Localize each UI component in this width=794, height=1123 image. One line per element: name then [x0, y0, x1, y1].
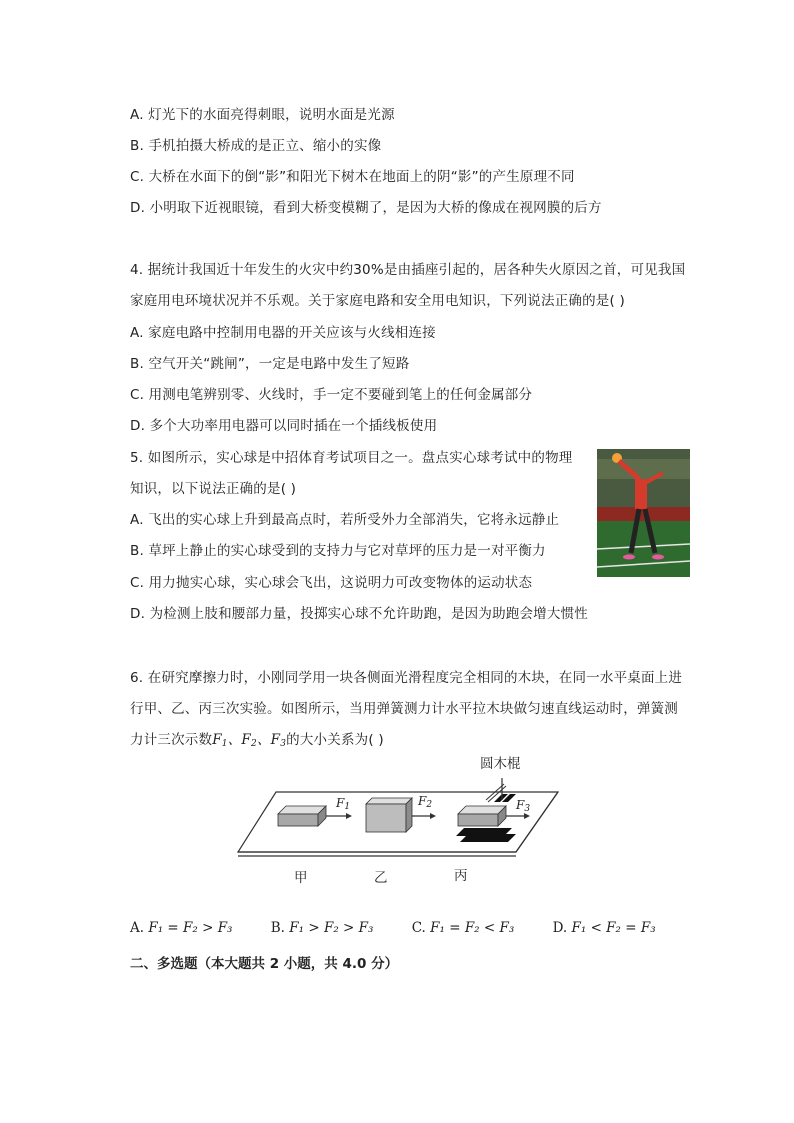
- force-label-1: $F_1$: [336, 796, 351, 812]
- q4-stem-line2: 家庭用电环境状况并不乐观。关于家庭电路和安全用电知识，下列说法正确的是( ): [130, 293, 625, 309]
- q6-stem-line3: 力计三次示数$F_1$、$F_2$、$F_3$的大小关系为( ): [130, 732, 384, 749]
- label-yi: 乙: [374, 870, 388, 886]
- q5-stem-line1: 5. 如图所示，实心球是中招体育考试项目之一。盘点实心球考试中的物理: [130, 450, 573, 466]
- force-label-2: $F_2$: [418, 794, 433, 810]
- q3-option-a: A. 灯光下的水面亮得刺眼，说明水面是光源: [130, 107, 395, 123]
- q6-option-b: B. F₁ > F₂ > F₃: [270, 920, 374, 936]
- q5-option-c: C. 用力抛实心球，实心球会飞出，这说明力可改变物体的运动状态: [130, 575, 533, 591]
- q6-stem-line1: 6. 在研究摩擦力时，小刚同学用一块各侧面光滑程度完全相同的木块，在同一水平桌面上进: [130, 670, 683, 686]
- q4-option-c: C. 用测电笔辨别零、火线时，手一定不要碰到笔上的任何金属部分: [130, 387, 533, 403]
- q6-option-a: A. F₁ = F₂ > F₃: [130, 920, 233, 936]
- q3-option-c: C. 大桥在水面下的倒“影”和阳光下树木在地面上的阴“影”的产生原理不同: [130, 169, 575, 185]
- q3-option-d: D. 小明取下近视眼镜，看到大桥变模糊了，是因为大桥的像成在视网膜的后方: [130, 200, 602, 216]
- q3-option-b: B. 手机拍摄大桥成的是正立、缩小的实像: [130, 138, 382, 154]
- q6-option-c: C. F₁ = F₂ < F₃: [411, 920, 515, 936]
- label-jia: 甲: [294, 870, 308, 886]
- friction-experiment-figure: [236, 748, 566, 888]
- shot-put-photo: [597, 449, 690, 577]
- label-bing: 丙: [454, 868, 468, 884]
- q4-option-a: A. 家庭电路中控制用电器的开关应该与火线相连接: [130, 325, 436, 341]
- q4-option-b: B. 空气开关“跳闸”，一定是电路中发生了短路: [130, 356, 410, 372]
- force-label-3: $F_3$: [516, 798, 531, 814]
- section-heading: 二、多选题（本大题共 2 小题，共 4.0 分）: [130, 956, 399, 972]
- q5-option-d: D. 为检测上肢和腰部力量，投掷实心球不允许助跑，是因为助跑会增大惯性: [130, 606, 588, 622]
- q6-options: [130, 920, 690, 936]
- rod-label: 圆木棍: [480, 756, 521, 772]
- q6-stem-line2: 行甲、乙、丙三次实验。如图所示，当用弹簧测力计水平拉木块做匀速直线运动时，弹簧测: [130, 701, 678, 717]
- q5-stem-line2: 知识，以下说法正确的是( ): [130, 481, 297, 497]
- q4-stem-line1: 4. 据统计我国近十年发生的火灾中约30%是由插座引起的，居各种失火原因之首，可见我国: [130, 262, 686, 278]
- q5-option-a: A. 飞出的实心球上升到最高点时，若所受外力全部消失，它将永远静止: [130, 512, 560, 528]
- q6-option-d: D. F₁ < F₂ = F₃: [552, 920, 656, 936]
- q4-option-d: D. 多个大功率用电器可以同时插在一个插线板使用: [130, 418, 438, 434]
- q5-option-b: B. 草坪上静止的实心球受到的支持力与它对草坪的压力是一对平衡力: [130, 543, 546, 559]
